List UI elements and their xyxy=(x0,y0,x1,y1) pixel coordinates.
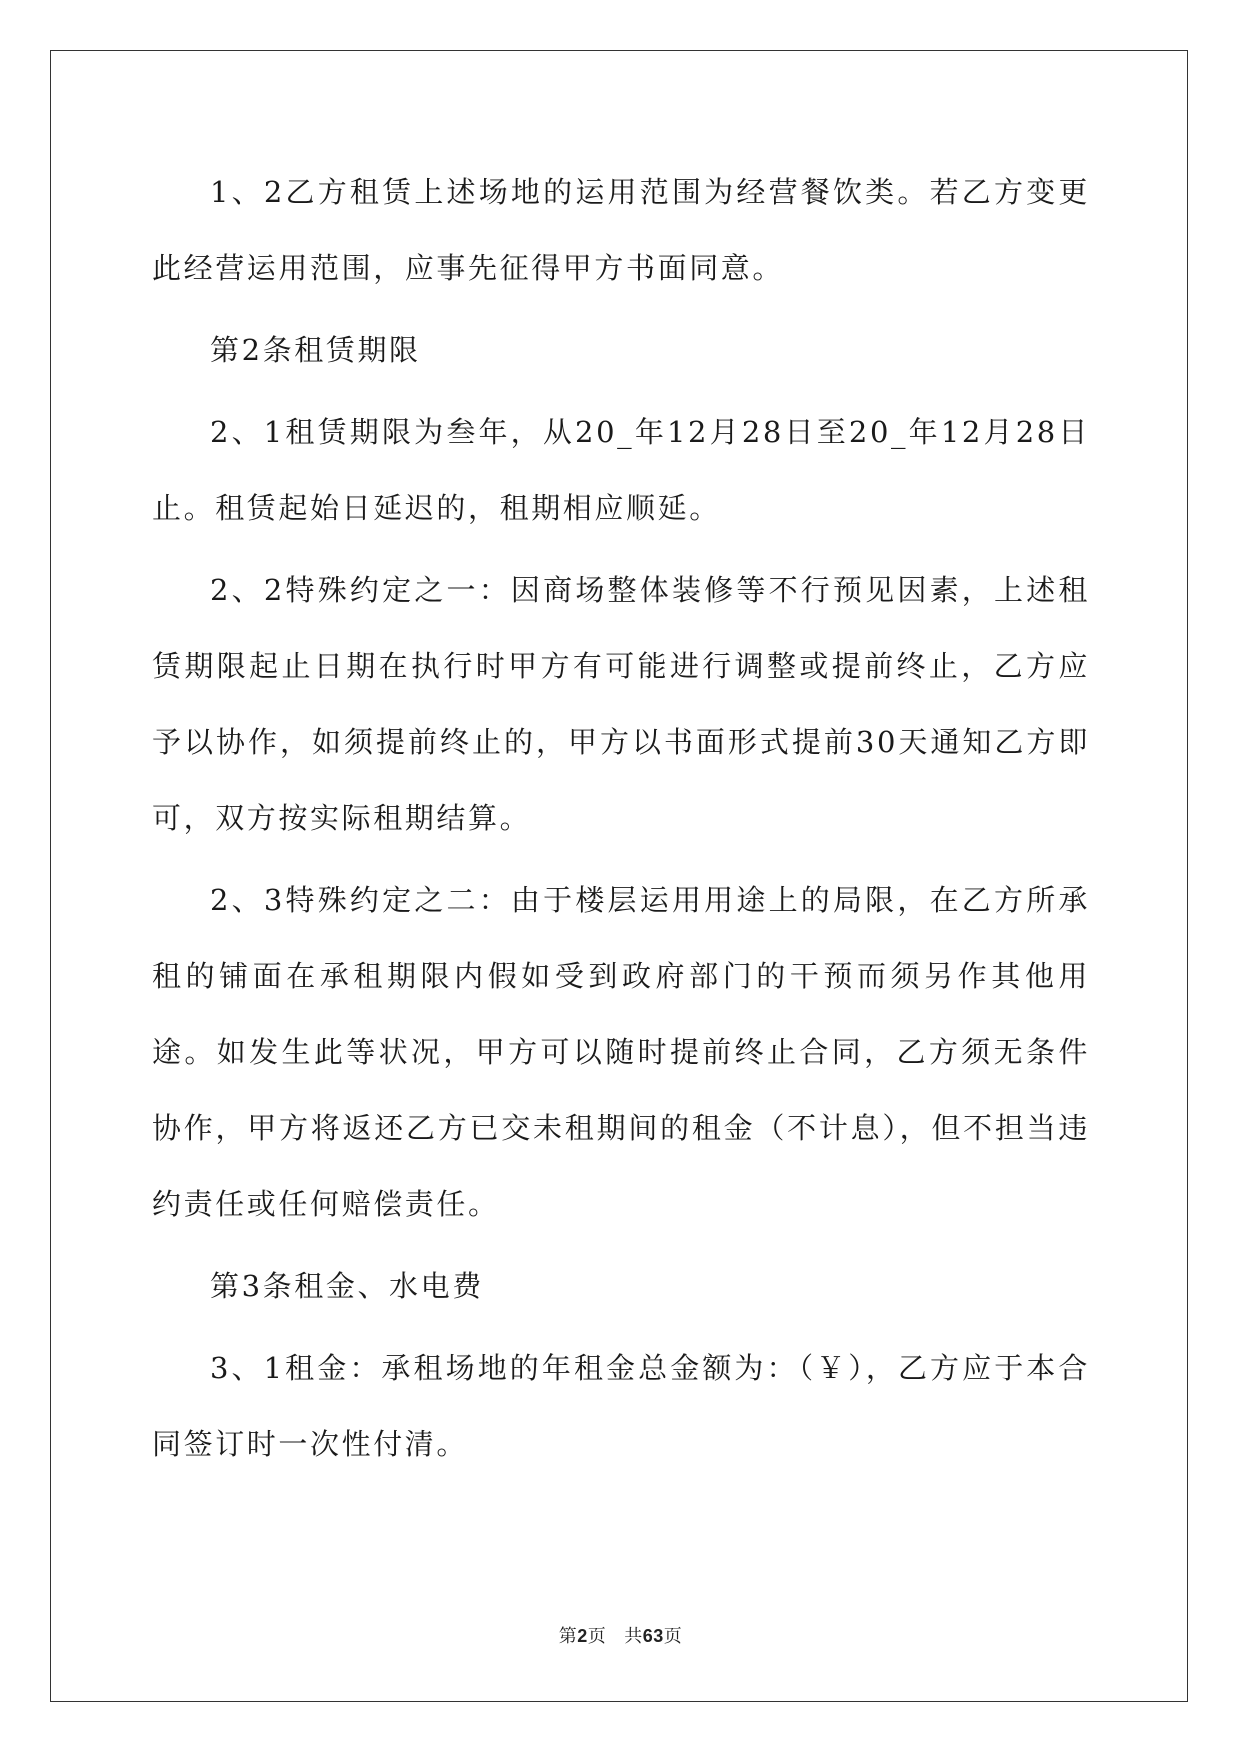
page-footer xyxy=(0,1622,1241,1648)
paragraph-2-3: 2、3特殊约定之二：由于楼层运用用途上的局限，在乙方所承租的铺面在承租期限内假如受到政府部门的干预而须另作其他用途。如发生此等状况，甲方可以随时提前终止合同，乙方须无条件协作，甲方将返还乙方已交未租期间的租金（不计息），但不担当违约责任或任何赔偿责任。 xyxy=(152,882,1090,1221)
total-prefix: 共 xyxy=(624,1626,643,1647)
page-prefix: 第 xyxy=(558,1626,578,1647)
article-2-heading: 第2条租赁期限 xyxy=(210,332,421,367)
page-total: 63 xyxy=(642,1626,664,1646)
paragraph-2-2: 2、2特殊约定之一：因商场整体装修等不行预见因素，上述租赁期限起止日期在执行时甲方有可能进行调整或提前终止，乙方应予以协作，如须提前终止的，甲方以书面形式提前30天通知乙方即可，双方按实际租期结算。 xyxy=(152,572,1090,835)
page-suffix: 页 xyxy=(587,1626,607,1647)
article-3-heading: 第3条租金、水电费 xyxy=(210,1268,484,1303)
page-current: 2 xyxy=(577,1626,588,1646)
paragraph-2-1: 2、1租赁期限为叁年，从20_年12月28日至20_年12月28日止。租赁起始日延迟的，租期相应顺延。 xyxy=(152,414,1090,525)
paragraph-3-1: 3、1租金：承租场地的年租金总金额为：（￥），乙方应于本合同签订时一次性付清。 xyxy=(152,1350,1090,1461)
paragraph-1-2: 1、2乙方租赁上述场地的运用范围为经营餐饮类。若乙方变更此经营运用范围，应事先征得甲方书面同意。 xyxy=(152,175,1090,285)
total-suffix: 页 xyxy=(663,1626,683,1647)
document-body xyxy=(152,155,1090,1482)
